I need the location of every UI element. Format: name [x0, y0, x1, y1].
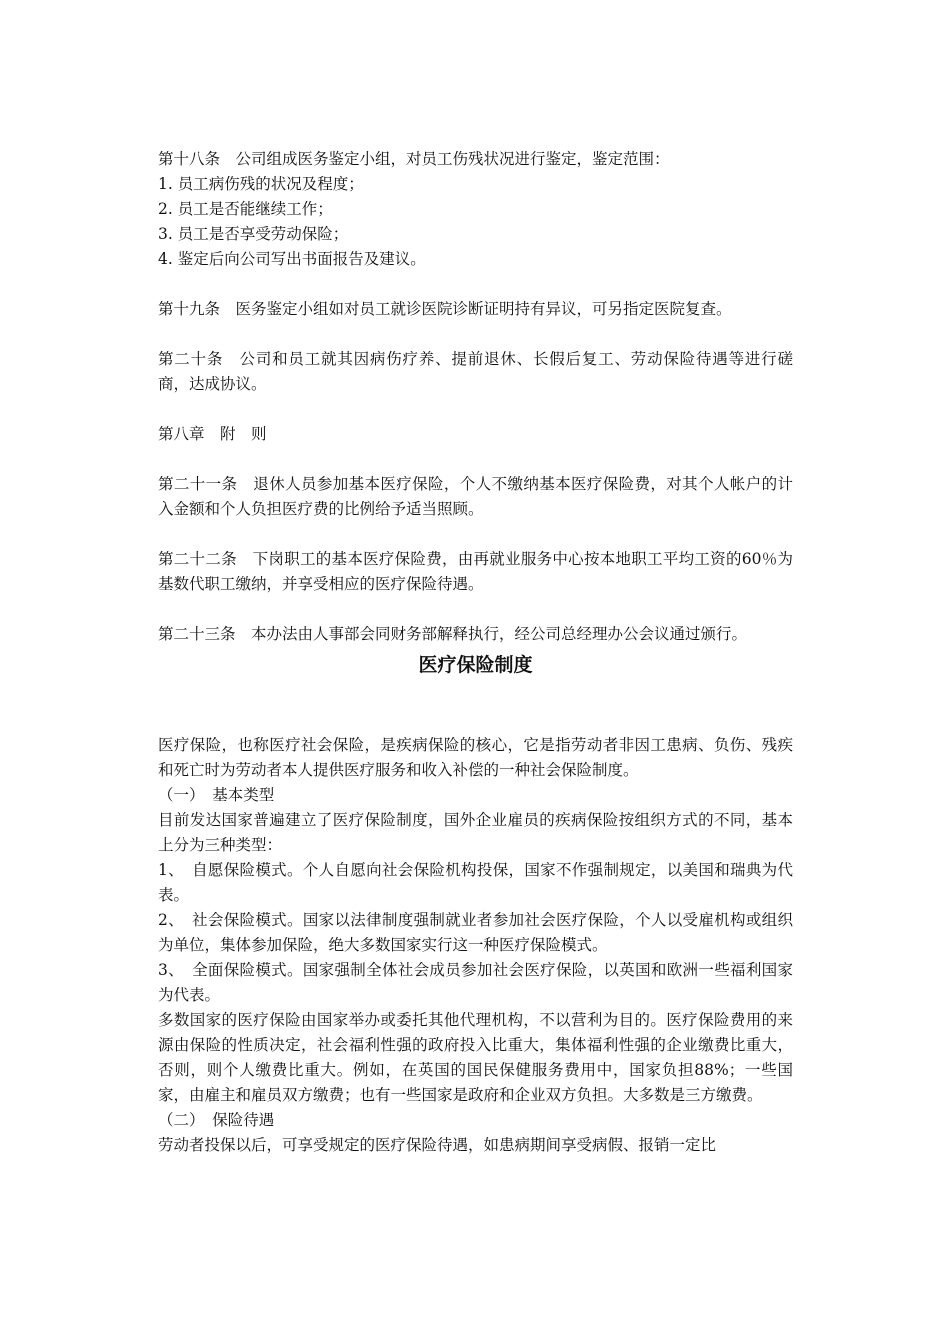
article-22: 第二十二条 下岗职工的基本医疗保险费，由再就业服务中心按本地职工平均工资的60％为基数代职工缴纳，并享受相应的医疗保险待遇。 [158, 550, 793, 593]
article-18: 第十八条 公司组成医务鉴定小组，对员工伤残状况进行鉴定，鉴定范围： [158, 150, 670, 168]
article-23: 第二十三条 本办法由人事部会同财务部解释执行，经公司总经理办公会议通过颁行。 [158, 625, 748, 643]
type-item-1: 1、 自愿保险模式。个人自愿向社会保险机构投保，国家不作强制规定，以美国和瑞典为代表。 [158, 861, 793, 904]
article-20: 第二十条 公司和员工就其因病伤疗养、提前退休、长假后复工、劳动保险待遇等进行磋商，达成协议。 [158, 350, 793, 393]
heading-benefits: （二） 保险待遇 [158, 1111, 275, 1129]
type-item-2: 2、 社会保险模式。国家以法律制度强制就业者参加社会医疗保险，个人以受雇机构或组织为单位，集体参加保险，绝大多数国家实行这一种医疗保险模式。 [158, 911, 793, 954]
list-item-3: 3. 员工是否享受劳动保险； [158, 225, 349, 243]
spacer [158, 597, 793, 622]
funding-paragraph: 多数国家的医疗保险由国家举办或委托其他代理机构，不以营利为目的。医疗保险费用的来源由保险的性质决定，社会福利性强的政府投入比重大，集体福利性强的企业缴费比重大，否则，则个人缴费比重大。例如，在英国的国民保健服务费用中，国家负担88%；一些国家，由雇主和雇员双方缴费；也有一些国家是政府和企业双方负担。大多数是三方缴费。 [158, 1011, 793, 1104]
types-intro-paragraph: 目前发达国家普遍建立了医疗保险制度，国外企业雇员的疾病保险按组织方式的不同，基本上分为三种类型： [158, 811, 793, 854]
spacer [158, 522, 793, 547]
list-item-2: 2. 员工是否能继续工作； [158, 200, 333, 218]
spacer [158, 272, 793, 297]
spacer [158, 397, 793, 422]
benefits-paragraph: 劳动者投保以后，可享受规定的医疗保险待遇，如患病期间享受病假、报销一定比 [158, 1136, 717, 1154]
article-21: 第二十一条 退休人员参加基本医疗保险，个人不缴纳基本医疗保险费，对其个人帐户的计入金额和个人负担医疗费的比例给予适当照顾。 [158, 475, 793, 518]
list-item-1: 1. 员工病伤残的状况及程度； [158, 175, 364, 193]
spacer [158, 447, 793, 472]
list-item-4: 4. 鉴定后向公司写出书面报告及建议。 [158, 250, 426, 268]
intro-paragraph: 医疗保险，也称医疗社会保险，是疾病保险的核心，它是指劳动者非因工患病、负伤、残疾和死亡时为劳动者本人提供医疗服务和收入补偿的一种社会保险制度。 [158, 736, 793, 779]
spacer [158, 322, 793, 347]
spacer [158, 681, 793, 733]
heading-basic-types: （一） 基本类型 [158, 786, 275, 804]
type-item-3: 3、 全面保险模式。国家强制全体社会成员参加社会医疗保险，以英国和欧洲一些福利国家为代表。 [158, 961, 793, 1004]
chapter-8-heading: 第八章 附 则 [158, 425, 267, 443]
section-title: 医疗保险制度 [418, 654, 533, 676]
article-19: 第十九条 医务鉴定小组如对员工就诊医院诊断证明持有异议，可另指定医院复查。 [158, 300, 732, 318]
document-page [158, 147, 793, 1158]
